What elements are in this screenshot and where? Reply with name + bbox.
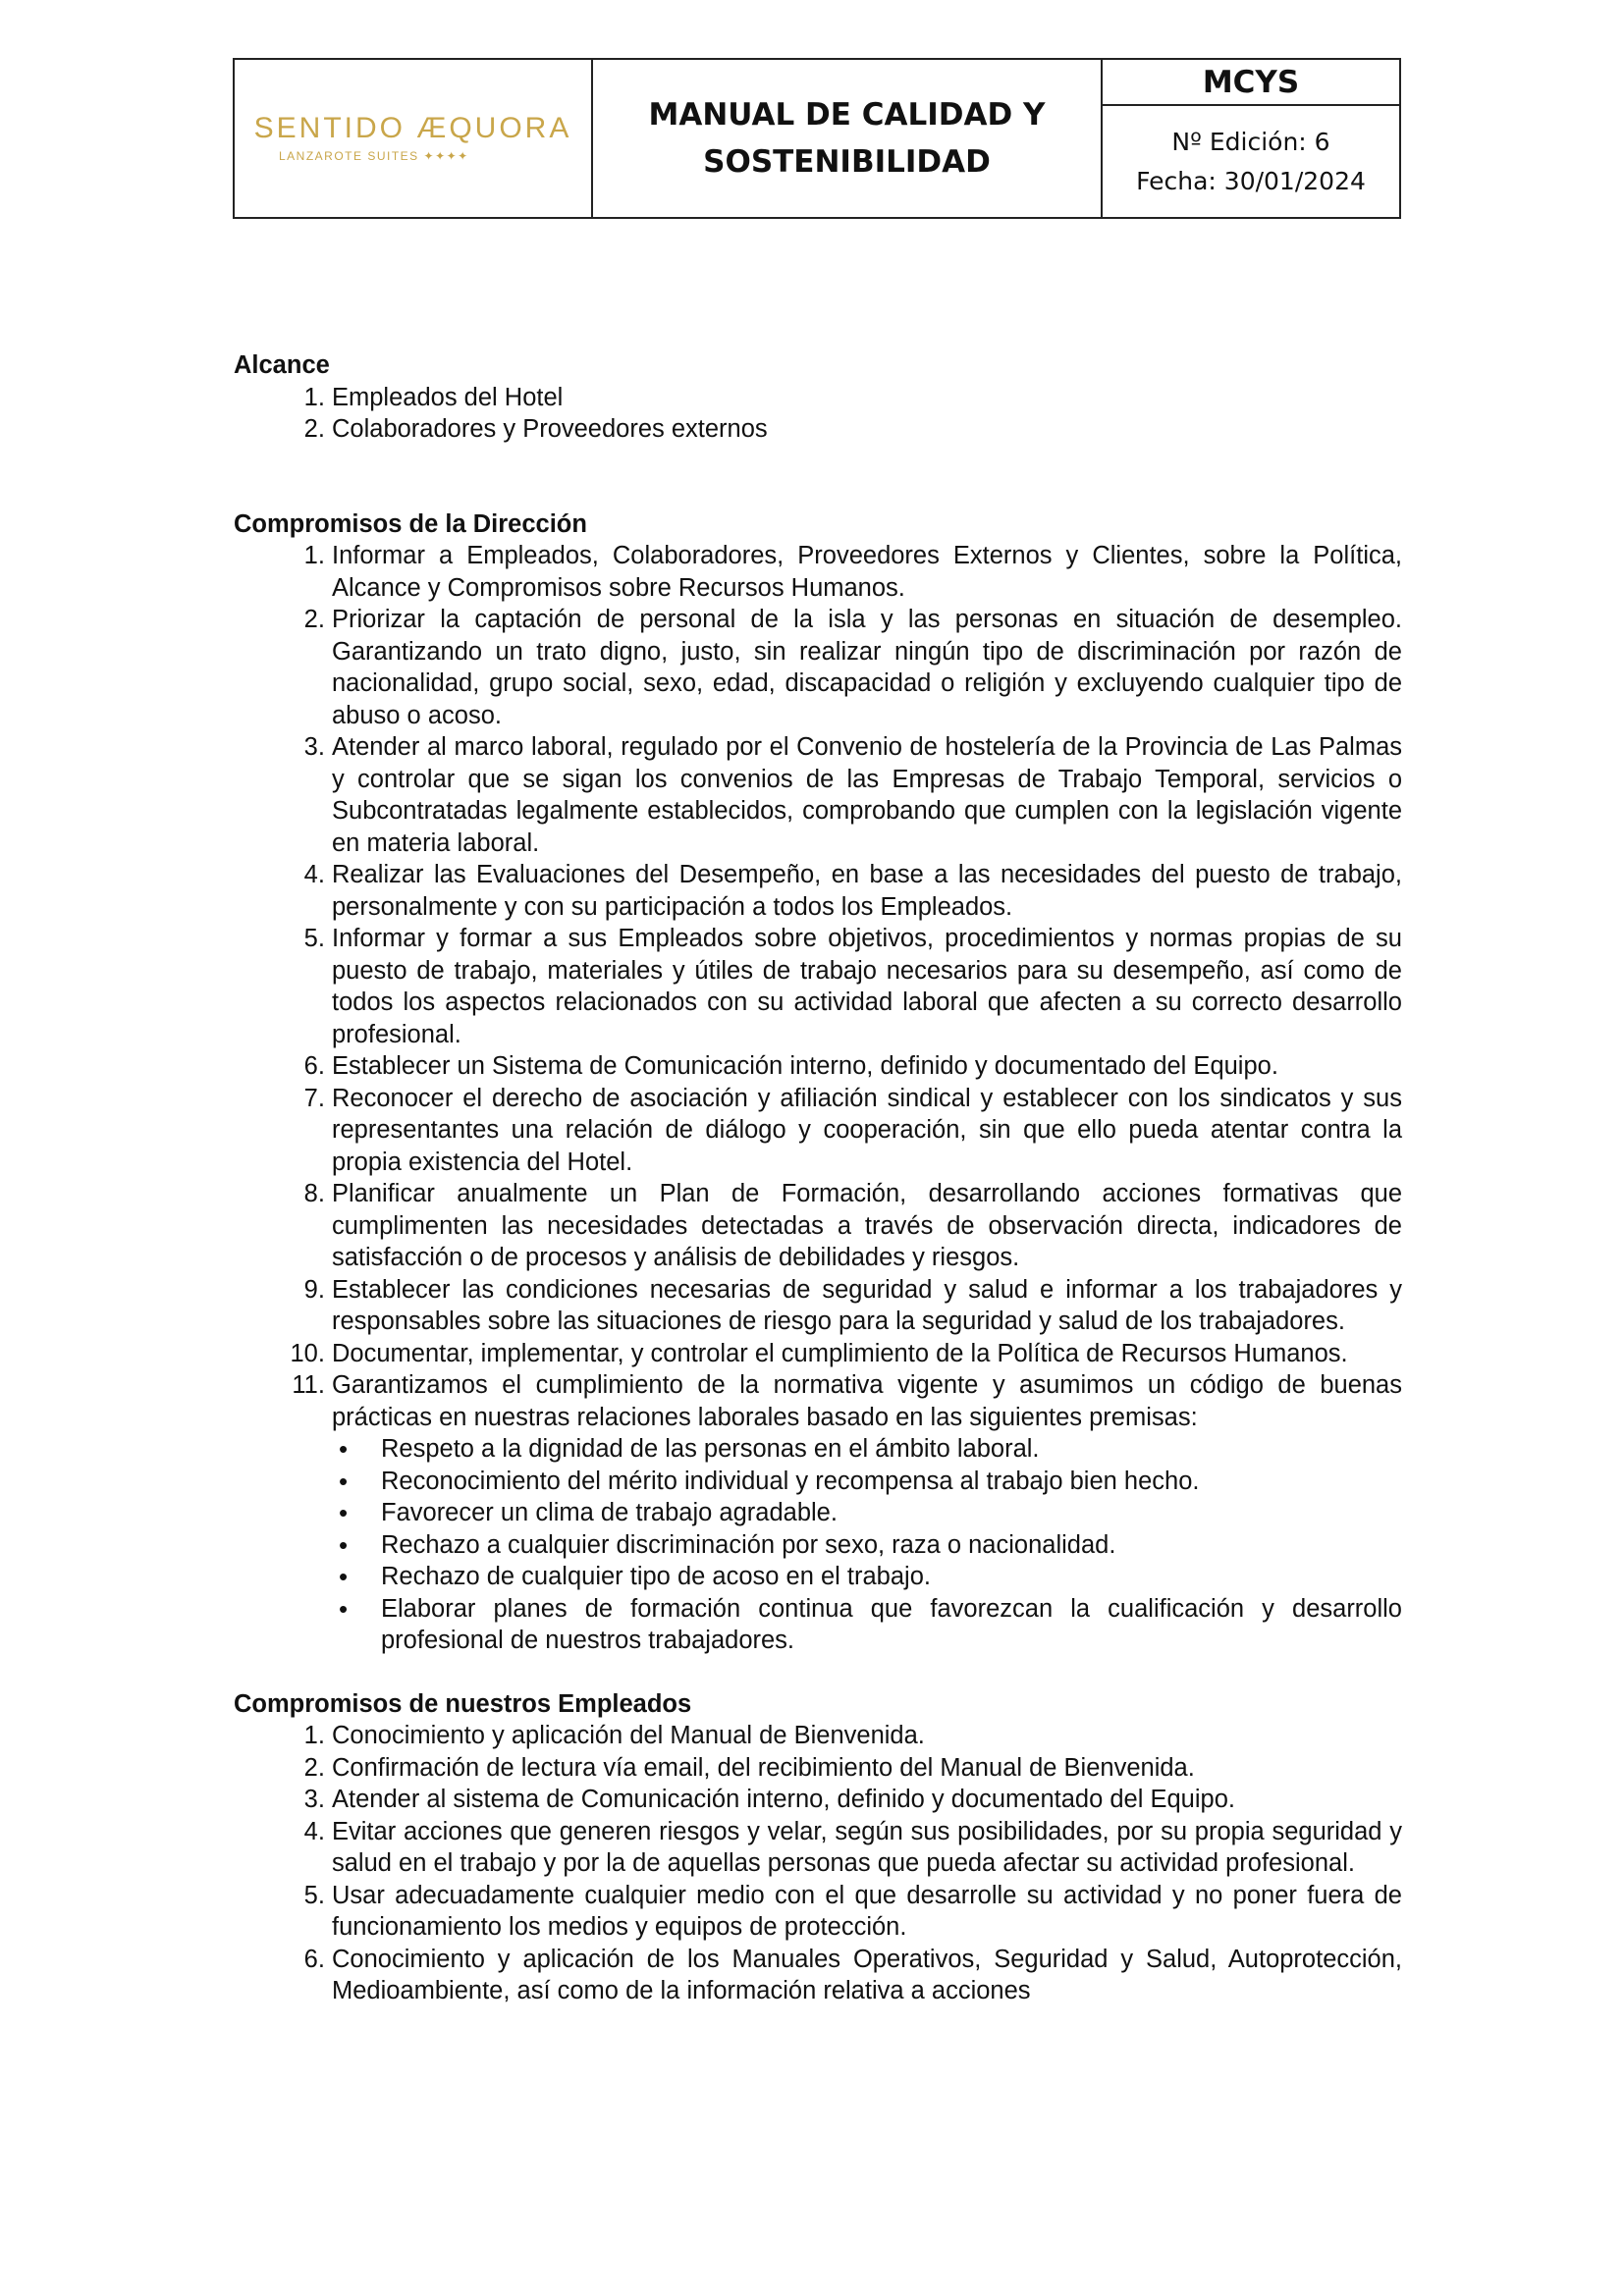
document-info xyxy=(1103,106,1399,217)
list-item: 1. Empleados del Hotel xyxy=(332,382,1402,414)
bullet-item: • Elaborar planes de formación continua que favorezcan la cualificación y desarrollo profesional de nuestros trabajadores. xyxy=(381,1593,1402,1657)
bullet-item: • Rechazo de cualquier tipo de acoso en el trabajo. xyxy=(381,1561,1402,1593)
bullet-item: • Respeto a la dignidad de las personas en el ámbito laboral. xyxy=(381,1433,1402,1466)
list-item-text: Garantizamos el cumplimiento de la normativa vigente y asumimos un código de buenas prácticas en nuestras relaciones laborales basado en las siguientes premisas: xyxy=(332,1371,1402,1431)
numbered-list xyxy=(234,1720,1402,2007)
list-item: 2. Confirmación de lectura vía email, del recibimiento del Manual de Bienvenida. xyxy=(332,1752,1402,1785)
list-item: 5. Informar y formar a sus Empleados sobre objetivos, procedimientos y normas propias de su puesto de trabajo, materiales y útiles de trabajo necesarios para su desempeño, así como de todos los aspectos relacionados con su actividad laboral que afecten a su correcto desarrollo profesional. xyxy=(332,923,1402,1050)
list-item: 4. Realizar las Evaluaciones del Desempeño, en base a las necesidades del puesto de trabajo, personalmente y con su participación a todos los Empleados. xyxy=(332,859,1402,923)
bullet-list xyxy=(332,1433,1402,1657)
document-meta xyxy=(1103,60,1399,217)
list-item: 1. Informar a Empleados, Colaboradores, Proveedores Externos y Clientes, sobre la Política, Alcance y Compromisos sobre Recursos Humanos. xyxy=(332,540,1402,604)
edition-date: Fecha: 30/01/2024 xyxy=(1136,166,1366,195)
bullet-item: • Favorecer un clima de trabajo agradable. xyxy=(381,1497,1402,1529)
numbered-list xyxy=(234,540,1402,1657)
list-item: 3. Atender al sistema de Comunicación interno, definido y documentado del Equipo. xyxy=(332,1784,1402,1816)
list-item: 8. Planificar anualmente un Plan de Formación, desarrollando acciones formativas que cumplimenten las necesidades detectadas a través de observación directa, indicadores de satisfacción o de procesos y análisis de debilidades y riesgos. xyxy=(332,1178,1402,1274)
section-compromisos-direccion xyxy=(234,508,1402,1657)
list-item: 2. Colaboradores y Proveedores externos xyxy=(332,413,1402,446)
list-item: 4. Evitar acciones que generen riesgos y velar, según sus posibilidades, por su propia seguridad y salud en el trabajo y por la de aquellas personas que pueda afectar su actividad profesional. xyxy=(332,1816,1402,1880)
list-item: 7. Reconocer el derecho de asociación y afiliación sindical y establecer con los sindicatos y sus representantes una relación de diálogo y cooperación, sin que ello pueda atentar contra la propia existencia del Hotel. xyxy=(332,1083,1402,1179)
list-item-with-bullets xyxy=(332,1369,1402,1657)
list-item: 9. Establecer las condiciones necesarias de seguridad y salud e informar a los trabajadores y responsables sobre las situaciones de riesgo para la seguridad y salud de los trabajadores. xyxy=(332,1274,1402,1338)
document-title: MANUAL DE CALIDAD Y SOSTENIBILIDAD xyxy=(593,60,1103,217)
section-alcance xyxy=(234,349,1402,446)
list-item: 2. Priorizar la captación de personal de la isla y las personas en situación de desempleo. Garantizando un trato digno, justo, sin realizar ningún tipo de discriminación por razón de nacionalidad, grupo social, sexo, edad, discapacidad o religión y excluyendo cualquier tipo de abuso o acoso. xyxy=(332,604,1402,731)
brand-logo: SENTIDO ÆQUORA xyxy=(253,112,572,144)
list-item: 10. Documentar, implementar, y controlar el cumplimiento de la Política de Recursos Humanos. xyxy=(332,1338,1402,1370)
list-item: 5. Usar adecuadamente cualquier medio con el que desarrolle su actividad y no poner fuera de funcionamiento los medios y equipos de protección. xyxy=(332,1880,1402,1944)
list-item: 3. Atender al marco laboral, regulado por el Convenio de hostelería de la Provincia de Las Palmas y controlar que se sigan los convenios de las Empresas de Trabajo Temporal, servicios o Subcontratadas legalmente establecidos, comprobando que cumplen con la legislación vigente en materia laboral. xyxy=(332,731,1402,859)
numbered-list xyxy=(234,382,1402,446)
brand-tagline: LANZAROTE SUITES ✦✦✦✦ xyxy=(279,149,469,163)
list-item: 6. Establecer un Sistema de Comunicación interno, definido y documentado del Equipo. xyxy=(332,1050,1402,1083)
document-body xyxy=(234,349,1402,2007)
section-title: Alcance xyxy=(234,351,330,379)
section-title: Compromisos de la Dirección xyxy=(234,509,587,538)
list-item: 1. Conocimiento y aplicación del Manual de Bienvenida. xyxy=(332,1720,1402,1752)
document-code: MCYS xyxy=(1103,60,1399,106)
logo-cell xyxy=(235,60,593,217)
document-header xyxy=(233,58,1401,219)
edition-number: Nº Edición: 6 xyxy=(1171,127,1330,156)
bullet-item: • Reconocimiento del mérito individual y recompensa al trabajo bien hecho. xyxy=(381,1466,1402,1498)
section-title: Compromisos de nuestros Empleados xyxy=(234,1689,692,1718)
section-compromisos-empleados xyxy=(234,1688,1402,2007)
bullet-item: • Rechazo a cualquier discriminación por sexo, raza o nacionalidad. xyxy=(381,1529,1402,1562)
list-item: 6. Conocimiento y aplicación de los Manuales Operativos, Seguridad y Salud, Autoprotección, Medioambiente, así como de la información relativa a acciones xyxy=(332,1944,1402,2007)
